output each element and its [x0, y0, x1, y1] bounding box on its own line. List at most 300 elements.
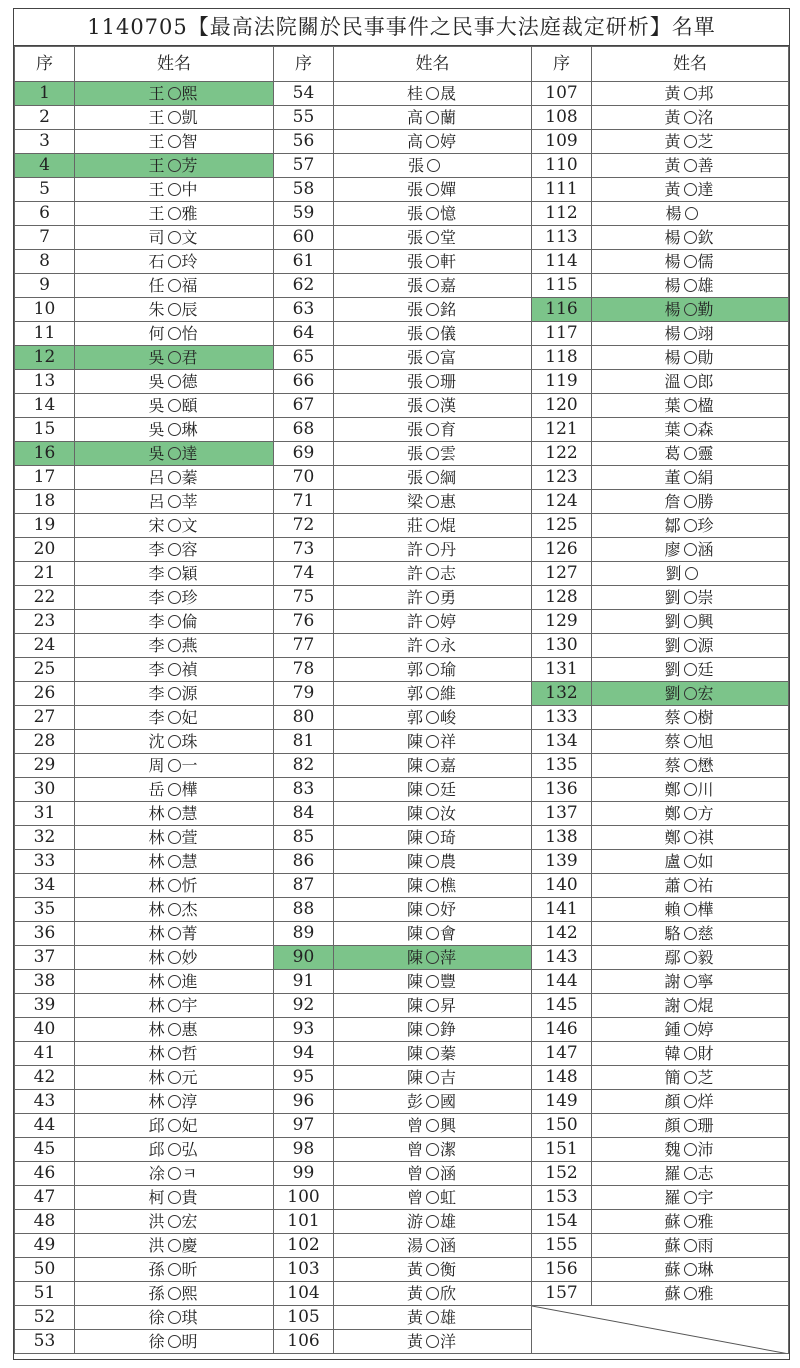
masked-char-circle: [685, 567, 698, 580]
masked-char-circle: [168, 231, 181, 244]
seq-cell: 58: [274, 178, 334, 202]
name-cell: [592, 826, 789, 850]
masked-char-circle: [168, 711, 181, 724]
seq-cell: 116: [532, 298, 592, 322]
surname: 蘇: [664, 1212, 683, 1231]
name-cell: [75, 394, 274, 418]
name-cell: [75, 634, 274, 658]
seq-cell: 82: [274, 754, 334, 778]
given-name: 蘭: [440, 108, 459, 127]
given-name: 雅: [181, 204, 200, 223]
name-cell: [592, 634, 789, 658]
surname: 張: [406, 276, 425, 295]
masked-char-circle: [426, 399, 439, 412]
seq-cell: 57: [274, 154, 334, 178]
given-name: 中: [181, 180, 200, 199]
given-name: 琪: [181, 1308, 200, 1327]
masked-char-circle: [168, 183, 181, 196]
surname: 鍾: [664, 1020, 683, 1039]
given-name: 潔: [440, 1140, 459, 1159]
masked-char-circle: [684, 1071, 697, 1084]
seq-cell: 60: [274, 226, 334, 250]
given-name: 欽: [697, 228, 716, 247]
masked-char-circle: [684, 471, 697, 484]
given-name: 妃: [181, 708, 200, 727]
masked-char-circle: [168, 663, 181, 676]
table-row: [15, 1042, 789, 1066]
seq-cell: 112: [532, 202, 592, 226]
masked-char-circle: [168, 351, 181, 364]
surname: 湯: [406, 1236, 425, 1255]
masked-char-circle: [426, 927, 439, 940]
name-cell: [75, 250, 274, 274]
name-cell: [75, 130, 274, 154]
given-name: 昇: [440, 996, 459, 1015]
given-name: 禎: [181, 660, 200, 679]
surname: 許: [406, 564, 425, 583]
table-row: [15, 1018, 789, 1042]
surname: 陳: [406, 828, 425, 847]
surname: 郭: [406, 684, 425, 703]
name-cell: [334, 370, 532, 394]
given-name: 芝: [697, 1068, 716, 1087]
name-cell: [334, 970, 532, 994]
name-cell: [592, 994, 789, 1018]
given-name: 淳: [181, 1092, 200, 1111]
surname: 楊: [664, 300, 683, 319]
seq-cell: 65: [274, 346, 334, 370]
surname: 莊: [406, 516, 425, 535]
name-cell: [334, 538, 532, 562]
table-row: [15, 586, 789, 610]
name-cell: [334, 514, 532, 538]
name-cell: [334, 298, 532, 322]
given-name: 育: [440, 420, 459, 439]
given-name: 綱: [440, 468, 459, 487]
surname: 蔡: [664, 732, 683, 751]
seq-cell: 99: [274, 1162, 334, 1186]
surname: 王: [148, 132, 167, 151]
name-cell: [334, 178, 532, 202]
masked-char-circle: [684, 1287, 697, 1300]
seq-cell: 152: [532, 1162, 592, 1186]
surname: 謝: [664, 972, 683, 991]
masked-char-circle: [684, 831, 697, 844]
masked-char-circle: [684, 951, 697, 964]
seq-cell: 104: [274, 1282, 334, 1306]
seq-cell: 5: [15, 178, 75, 202]
surname: 劉: [664, 660, 683, 679]
name-cell: [75, 298, 274, 322]
table-row: [15, 730, 789, 754]
masked-char-circle: [168, 327, 181, 340]
table-row: [15, 802, 789, 826]
given-name: 雄: [440, 1212, 459, 1231]
masked-char-circle: [684, 1047, 697, 1060]
table-row: [15, 706, 789, 730]
seq-cell: 12: [15, 346, 75, 370]
name-cell: [75, 226, 274, 250]
name-cell: [334, 1210, 532, 1234]
masked-char-circle: [684, 855, 697, 868]
masked-char-circle: [684, 135, 697, 148]
name-header: 姓名: [75, 47, 274, 82]
name-cell: [592, 586, 789, 610]
surname: 廖: [664, 540, 683, 559]
given-name: 琳: [181, 420, 200, 439]
surname: 游: [406, 1212, 425, 1231]
seq-cell: 72: [274, 514, 334, 538]
name-cell: [592, 706, 789, 730]
name-cell: [334, 706, 532, 730]
surname: 蘇: [664, 1236, 683, 1255]
name-cell: [592, 1234, 789, 1258]
masked-char-circle: [426, 183, 439, 196]
given-name: 哲: [181, 1044, 200, 1063]
seq-cell: 81: [274, 730, 334, 754]
table-row: [15, 322, 789, 346]
masked-char-circle: [426, 87, 439, 100]
surname: 林: [148, 828, 167, 847]
given-name: 珠: [181, 732, 200, 751]
masked-char-circle: [684, 279, 697, 292]
name-cell: [334, 1090, 532, 1114]
surname: 吳: [148, 372, 167, 391]
name-cell: [334, 1138, 532, 1162]
surname: 鄭: [664, 804, 683, 823]
seq-cell: 35: [15, 898, 75, 922]
masked-char-circle: [426, 783, 439, 796]
seq-cell: 86: [274, 850, 334, 874]
masked-char-circle: [684, 303, 697, 316]
masked-char-circle: [684, 807, 697, 820]
seq-cell: 40: [15, 1018, 75, 1042]
masked-char-circle: [684, 423, 697, 436]
masked-char-circle: [684, 663, 697, 676]
surname: 楊: [665, 204, 684, 223]
table-row: [15, 1306, 789, 1330]
given-name: 雨: [697, 1236, 716, 1255]
given-name: 琦: [440, 828, 459, 847]
given-name: 婷: [440, 132, 459, 151]
table-row: [15, 226, 789, 250]
name-cell: [75, 490, 274, 514]
seq-cell: 95: [274, 1066, 334, 1090]
table-row: [15, 514, 789, 538]
masked-char-circle: [426, 687, 439, 700]
masked-char-circle: [426, 1191, 439, 1204]
masked-char-circle: [684, 903, 697, 916]
seq-cell: 102: [274, 1234, 334, 1258]
surname: 黃: [664, 84, 683, 103]
given-name: 嘉: [440, 276, 459, 295]
masked-char-circle: [168, 927, 181, 940]
name-cell: [592, 610, 789, 634]
seq-cell: 67: [274, 394, 334, 418]
masked-char-circle: [168, 831, 181, 844]
table-row: [15, 154, 789, 178]
seq-cell: 68: [274, 418, 334, 442]
name-cell: [334, 802, 532, 826]
name-cell: [334, 850, 532, 874]
table-row: [15, 826, 789, 850]
name-cell: [334, 1066, 532, 1090]
given-name: 汝: [440, 804, 459, 823]
seq-cell: 32: [15, 826, 75, 850]
seq-cell: 76: [274, 610, 334, 634]
masked-char-circle: [684, 615, 697, 628]
masked-char-circle: [426, 639, 439, 652]
seq-cell: 53: [15, 1330, 75, 1354]
masked-char-circle: [684, 975, 697, 988]
seq-cell: 156: [532, 1258, 592, 1282]
name-cell: [75, 1258, 274, 1282]
seq-cell: 132: [532, 682, 592, 706]
table-row: [15, 274, 789, 298]
given-name: 一: [181, 756, 200, 775]
masked-char-circle: [426, 1287, 439, 1300]
masked-char-circle: [426, 1119, 439, 1132]
name-cell: [75, 826, 274, 850]
masked-char-circle: [168, 807, 181, 820]
given-name: 永: [440, 636, 459, 655]
table-row: [15, 82, 789, 106]
seq-cell: 98: [274, 1138, 334, 1162]
given-name: 祺: [697, 828, 716, 847]
name-cell: [75, 778, 274, 802]
surname: 黃: [664, 132, 683, 151]
seq-header: 序: [532, 47, 592, 82]
name-cell: [592, 946, 789, 970]
masked-char-circle: [426, 903, 439, 916]
given-name: 忻: [181, 876, 200, 895]
masked-char-circle: [684, 1239, 697, 1252]
surname: 高: [406, 132, 425, 151]
given-name: 妙: [181, 948, 200, 967]
given-name: 勛: [697, 348, 716, 367]
masked-char-circle: [168, 87, 181, 100]
seq-cell: 2: [15, 106, 75, 130]
surname: 沈: [148, 732, 167, 751]
seq-cell: 109: [532, 130, 592, 154]
table-row: [15, 922, 789, 946]
table-row: [15, 1090, 789, 1114]
given-name: 穎: [181, 564, 200, 583]
seq-cell: 37: [15, 946, 75, 970]
masked-char-circle: [426, 1095, 439, 1108]
surname: 孫: [148, 1284, 167, 1303]
given-name: 芝: [697, 132, 716, 151]
name-cell: [75, 1186, 274, 1210]
surname: 蔡: [664, 756, 683, 775]
seq-cell: 7: [15, 226, 75, 250]
surname: 林: [148, 1068, 167, 1087]
seq-cell: 63: [274, 298, 334, 322]
masked-char-circle: [426, 1047, 439, 1060]
given-name: 蓁: [181, 468, 200, 487]
surname: 顏: [664, 1092, 683, 1111]
seq-cell: 15: [15, 418, 75, 442]
name-cell: [592, 394, 789, 418]
seq-cell: 113: [532, 226, 592, 250]
seq-cell: 24: [15, 634, 75, 658]
seq-cell: 16: [15, 442, 75, 466]
surname: 桂: [406, 84, 425, 103]
empty-struck-cell: [532, 1306, 789, 1354]
seq-cell: 73: [274, 538, 334, 562]
surname: 任: [148, 276, 167, 295]
name-cell: [334, 610, 532, 634]
surname: 劉: [664, 612, 683, 631]
given-name: 川: [697, 780, 716, 799]
masked-char-circle: [684, 1095, 697, 1108]
given-name: 宇: [181, 996, 200, 1015]
surname: 楊: [664, 252, 683, 271]
table-row: [15, 850, 789, 874]
name-cell: [334, 562, 532, 586]
given-name: 婷: [440, 612, 459, 631]
surname: 許: [406, 588, 425, 607]
seq-cell: 135: [532, 754, 592, 778]
name-cell: [75, 346, 274, 370]
seq-cell: 105: [274, 1306, 334, 1330]
seq-cell: 14: [15, 394, 75, 418]
given-name: 堂: [440, 228, 459, 247]
masked-char-circle: [426, 111, 439, 124]
name-cell: [334, 1162, 532, 1186]
seq-cell: 54: [274, 82, 334, 106]
given-name: 如: [697, 852, 716, 871]
masked-char-circle: [168, 111, 181, 124]
name-cell: [592, 346, 789, 370]
surname: 林: [148, 1092, 167, 1111]
surname: 蕭: [664, 876, 683, 895]
masked-char-circle: [684, 783, 697, 796]
given-name: 妃: [181, 1116, 200, 1135]
seq-cell: 140: [532, 874, 592, 898]
name-header: 姓名: [334, 47, 532, 82]
given-name: 樺: [181, 780, 200, 799]
masked-char-circle: [684, 639, 697, 652]
given-name: 熙: [181, 84, 200, 103]
name-cell: [592, 370, 789, 394]
table-row: [15, 466, 789, 490]
name-cell: [75, 1042, 274, 1066]
masked-char-circle: [426, 711, 439, 724]
name-cell: [75, 1018, 274, 1042]
surname: 周: [148, 756, 167, 775]
given-name: 福: [181, 276, 200, 295]
given-name: 倫: [181, 612, 200, 631]
given-name: 雅: [697, 1284, 716, 1303]
masked-char-circle: [168, 1095, 181, 1108]
given-name: 元: [181, 1068, 200, 1087]
masked-char-circle: [684, 735, 697, 748]
name-cell: [334, 106, 532, 130]
seq-cell: 33: [15, 850, 75, 874]
name-cell: [75, 442, 274, 466]
surname: 李: [148, 612, 167, 631]
name-cell: [592, 130, 789, 154]
given-name: 衡: [440, 1260, 459, 1279]
seq-cell: 84: [274, 802, 334, 826]
surname: 凃: [148, 1164, 167, 1183]
given-name: 志: [440, 564, 459, 583]
given-name: 貴: [181, 1188, 200, 1207]
seq-cell: 149: [532, 1090, 592, 1114]
seq-cell: 88: [274, 898, 334, 922]
name-cell: [592, 514, 789, 538]
given-name: 國: [440, 1092, 459, 1111]
masked-char-circle: [426, 279, 439, 292]
name-cell: [75, 1306, 274, 1330]
masked-char-circle: [684, 351, 697, 364]
name-cell: [334, 946, 532, 970]
seq-cell: 151: [532, 1138, 592, 1162]
masked-char-circle: [426, 231, 439, 244]
table-row: [15, 898, 789, 922]
given-name: 萱: [181, 828, 200, 847]
seq-cell: 148: [532, 1066, 592, 1090]
surname: 朱: [148, 300, 167, 319]
masked-char-circle: [168, 1143, 181, 1156]
table-row: [15, 778, 789, 802]
table-row: [15, 1066, 789, 1090]
name-cell: [334, 346, 532, 370]
seq-cell: 17: [15, 466, 75, 490]
name-cell: [334, 202, 532, 226]
name-cell: [75, 1330, 274, 1354]
name-cell: [75, 994, 274, 1018]
seq-cell: 87: [274, 874, 334, 898]
seq-cell: 78: [274, 658, 334, 682]
given-name: 漢: [440, 396, 459, 415]
name-cell: [334, 658, 532, 682]
seq-cell: 94: [274, 1042, 334, 1066]
seq-cell: 103: [274, 1258, 334, 1282]
given-name: 翊: [697, 324, 716, 343]
masked-char-circle: [168, 447, 181, 460]
surname: 呂: [148, 492, 167, 511]
surname: 溫: [664, 372, 683, 391]
masked-char-circle: [168, 855, 181, 868]
name-cell: [592, 418, 789, 442]
name-cell: [592, 466, 789, 490]
name-cell: [75, 1234, 274, 1258]
surname: 陳: [406, 852, 425, 871]
surname: 洪: [148, 1236, 167, 1255]
masked-char-circle: [426, 567, 439, 580]
given-name: 財: [697, 1044, 716, 1063]
given-name: 杰: [181, 900, 200, 919]
given-name: 妤: [440, 900, 459, 919]
seq-cell: 142: [532, 922, 592, 946]
seq-cell: 34: [15, 874, 75, 898]
surname: 司: [148, 228, 167, 247]
name-cell: [334, 1234, 532, 1258]
seq-cell: 91: [274, 970, 334, 994]
masked-char-circle: [168, 687, 181, 700]
diagonal-strike: [532, 1306, 789, 1354]
masked-char-circle: [684, 375, 697, 388]
seq-cell: 3: [15, 130, 75, 154]
masked-char-circle: [684, 543, 697, 556]
name-cell: [75, 682, 274, 706]
seq-cell: 131: [532, 658, 592, 682]
seq-cell: 44: [15, 1114, 75, 1138]
surname: 韓: [664, 1044, 683, 1063]
surname: 孫: [148, 1260, 167, 1279]
